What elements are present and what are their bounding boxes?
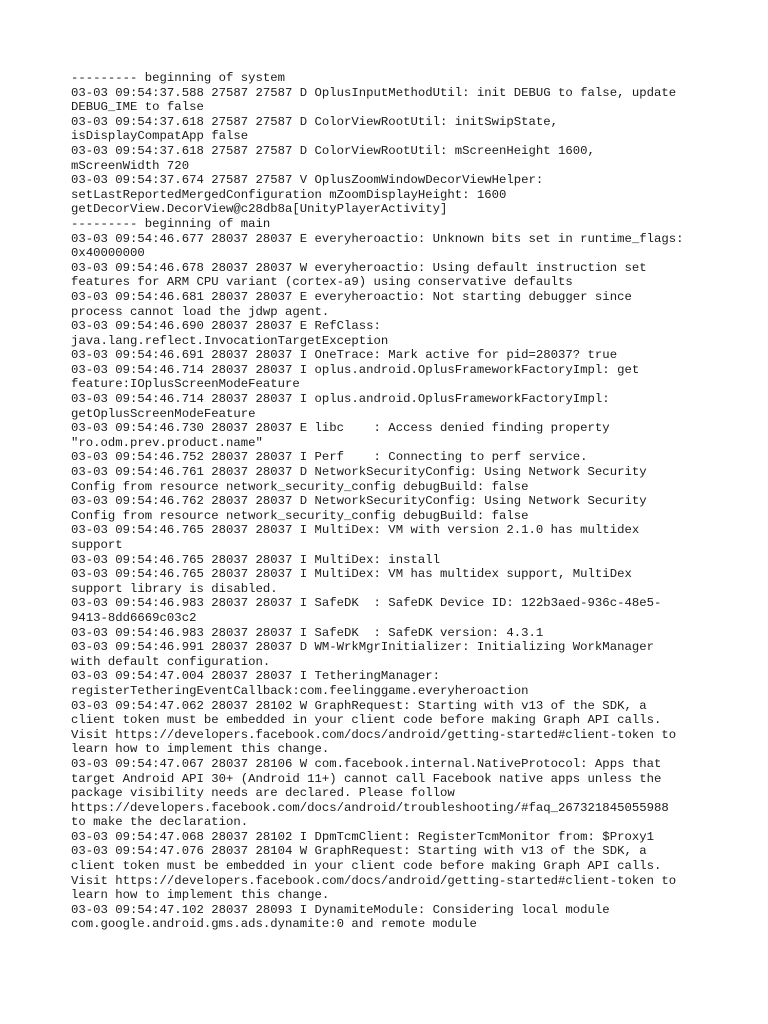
- log-line: 03-03 09:54:37.588 27587 27587 D OplusInputMethodUtil: init DEBUG to false, update: [71, 85, 677, 100]
- log-line: Visit https://developers.facebook.com/docs/android/getting-started#client-token to: [71, 873, 677, 888]
- log-line: 03-03 09:54:47.068 28037 28102 I DpmTcmClient: RegisterTcmMonitor from: $Proxy1: [71, 829, 654, 844]
- log-line: https://developers.facebook.com/docs/android/troubleshooting/#faq_267321845055988: [71, 800, 669, 815]
- log-line: "ro.odm.prev.product.name": [71, 435, 263, 450]
- log-line: 03-03 09:54:46.678 28037 28037 W everyheroactio: Using default instruction set: [71, 260, 647, 275]
- log-line: 03-03 09:54:46.714 28037 28037 I oplus.android.OplusFrameworkFactoryImpl:: [71, 392, 610, 407]
- log-line: getOplusScreenModeFeature: [71, 406, 256, 421]
- log-line: 03-03 09:54:46.752 28037 28037 I Perf : Connecting to perf service.: [71, 450, 588, 465]
- log-line: isDisplayCompatApp false: [71, 129, 249, 144]
- log-line: 03-03 09:54:46.991 28037 28037 D WM-WrkMgrInitializer: Initializing WorkManager: [71, 640, 654, 655]
- log-line: support library is disabled.: [71, 581, 278, 596]
- log-line: client token must be embedded in your client code before making Graph API calls.: [71, 713, 662, 728]
- log-line: 03-03 09:54:46.765 28037 28037 I MultiDex: install: [71, 552, 440, 567]
- log-line: 03-03 09:54:46.761 28037 28037 D NetworkSecurityConfig: Using Network Security: [71, 465, 647, 480]
- log-line: 03-03 09:54:46.681 28037 28037 E everyheroactio: Not starting debugger since: [71, 289, 632, 304]
- log-line: mScreenWidth 720: [71, 158, 190, 173]
- log-line: 03-03 09:54:46.983 28037 28037 I SafeDK : SafeDK Device ID: 122b3aed-936c-48e5-: [71, 596, 662, 611]
- log-line: 03-03 09:54:37.618 27587 27587 D ColorViewRootUtil: initSwipState,: [71, 114, 559, 129]
- log-line: setLastReportedMergedConfiguration mZoomDisplayHeight: 1600: [71, 187, 507, 202]
- log-line: 03-03 09:54:47.067 28037 28106 W com.facebook.internal.NativeProtocol: Apps that: [71, 756, 662, 771]
- log-line: registerTetheringEventCallback:com.feelinggame.everyheroaction: [71, 683, 529, 698]
- log-line: with default configuration.: [71, 654, 271, 669]
- log-line: 03-03 09:54:46.714 28037 28037 I oplus.android.OplusFrameworkFactoryImpl: get: [71, 362, 640, 377]
- log-line: feature:IOplusScreenModeFeature: [71, 377, 300, 392]
- log-line: support: [71, 538, 123, 552]
- log-line: package visibility needs are declared. Please follow: [71, 786, 455, 801]
- log-line: 03-03 09:54:46.730 28037 28037 E libc : Access denied finding property: [71, 421, 610, 436]
- log-line: 03-03 09:54:46.762 28037 28037 D NetworkSecurityConfig: Using Network Security: [71, 494, 647, 509]
- log-line: client token must be embedded in your client code before making Graph API calls.: [71, 859, 662, 874]
- log-line: 03-03 09:54:47.102 28037 28093 I DynamiteModule: Considering local module: [71, 902, 610, 917]
- log-line: com.google.android.gms.ads.dynamite:0 and remote module: [71, 917, 477, 932]
- log-line: 03-03 09:54:47.076 28037 28104 W GraphRequest: Starting with v13 of the SDK, a: [71, 844, 647, 859]
- log-line: features for ARM CPU variant (cortex-a9) using conservative defaults: [71, 275, 573, 290]
- log-line: to make the declaration.: [71, 815, 249, 830]
- log-line: 03-03 09:54:37.674 27587 27587 V OplusZoomWindowDecorViewHelper:: [71, 173, 544, 188]
- log-line: Config from resource network_security_config debugBuild: false: [71, 479, 529, 494]
- log-line: learn how to implement this change.: [71, 742, 330, 757]
- log-line: DEBUG_IME to false: [71, 100, 204, 115]
- log-line: getDecorView.DecorView@c28db8a[UnityPlayerActivity]: [71, 202, 448, 217]
- log-line: target Android API 30+ (Android 11+) cannot call Facebook native apps unless the: [71, 771, 662, 786]
- log-line: 03-03 09:54:46.677 28037 28037 E everyheroactio: Unknown bits set in runtime_flags:: [71, 231, 684, 246]
- log-line: 03-03 09:54:37.618 27587 27587 D ColorViewRootUtil: mScreenHeight 1600,: [71, 143, 595, 158]
- log-line: 0x40000000: [71, 246, 145, 261]
- log-line: 9413-8dd6669c03c2: [71, 610, 197, 625]
- log-line: process cannot load the jdwp agent.: [71, 304, 330, 319]
- log-line: 03-03 09:54:46.690 28037 28037 E RefClass:: [71, 319, 381, 334]
- log-line: --------- beginning of system: [71, 71, 286, 85]
- log-line: Config from resource network_security_config debugBuild: false: [71, 508, 529, 523]
- log-line: 03-03 09:54:47.004 28037 28037 I TetheringManager:: [71, 669, 440, 684]
- log-text: [71, 71, 711, 932]
- log-line: 03-03 09:54:46.983 28037 28037 I SafeDK : SafeDK version: 4.3.1: [71, 625, 544, 640]
- log-line: learn how to implement this change.: [71, 888, 330, 903]
- log-line: 03-03 09:54:46.691 28037 28037 I OneTrace: Mark active for pid=28037? true: [71, 348, 618, 363]
- log-line: --------- beginning of main: [71, 216, 271, 231]
- log-line: Visit https://developers.facebook.com/docs/android/getting-started#client-token to: [71, 727, 677, 742]
- log-line: 03-03 09:54:46.765 28037 28037 I MultiDex: VM has multidex support, MultiDex: [71, 567, 632, 582]
- log-line: java.lang.reflect.InvocationTargetException: [71, 333, 389, 348]
- log-line: 03-03 09:54:46.765 28037 28037 I MultiDex: VM with version 2.1.0 has multidex: [71, 523, 640, 538]
- log-line: 03-03 09:54:47.062 28037 28102 W GraphRequest: Starting with v13 of the SDK, a: [71, 698, 647, 713]
